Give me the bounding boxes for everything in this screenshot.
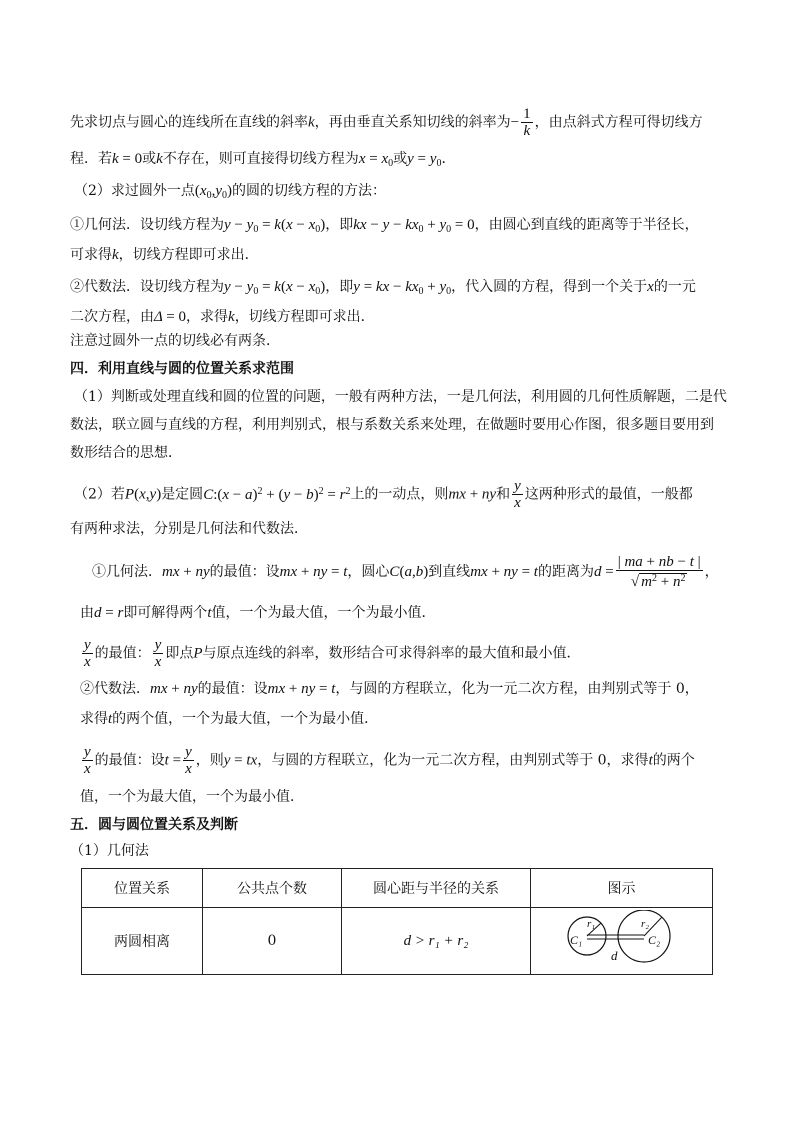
table-header-cell: 圆心距与半径的关系 — [342, 869, 531, 908]
label-d: d — [610, 948, 617, 963]
para-line-8: 注意过圆外一点的切线必有两条． — [70, 333, 280, 349]
para-line-3: （2）求过圆外一点$(x_0,y_0)$的圆的切线方程的方法： — [74, 183, 387, 201]
circle-position-table — [81, 868, 713, 975]
para-line-19: $\frac{y}{x}$ 的最值：设t = $\frac{y}{x}$ ，则y = tx，与圆的方程联立，化为一元二次方程，由判别式等于 0，求得t的两个 — [84, 744, 695, 777]
para-line-15: 由d = r即可解得两个t值，一个为最大值，一个为最小值． — [80, 605, 436, 621]
label-r2: r₂ — [640, 918, 649, 930]
para-line-1: 先求切点与圆心的连线所在直线的斜率k，再由垂直关系知切线的斜率为− $\frac{1}{k}$ ，由点斜式方程可得切线方 — [70, 106, 703, 139]
separate-circles-diagram — [557, 910, 687, 968]
para-line-2: 程．若k = 0或k不存在，则可直接得切线方程为$x = x_0$或$y = y_0$． — [70, 151, 456, 169]
table-cell: 0 — [203, 908, 342, 975]
para-line-9: （1）判断或处理直线和圆的位置的问题，一般有两种方法，一是几何法，利用圆的几何性质解题，二是代 — [74, 389, 727, 405]
para-line-5: 可求得k，切线方程即可求出． — [70, 247, 259, 263]
para-line-7: 二次方程，由Δ = 0，求得k，切线方程即可求出． — [70, 309, 375, 325]
para-line-17: ②代数法．mx + ny的最值：设mx + ny = t，与圆的方程联立，化为一元二次方程，由判别式等于 0， — [80, 681, 699, 697]
label-r1: r₁ — [586, 918, 595, 930]
label-c1: C₁ — [569, 933, 582, 947]
para-line-16: $\frac{y}{x}$ 的最值： $\frac{y}{x}$ 即点P与原点连线的斜率，数形结合可求得斜率的最大值和最小值． — [84, 637, 581, 670]
para-line-10: 数法，联立圆与直线的方程，利用判别式，根与系数关系来处理，在做题时要用心作图，很多题目要用到 — [70, 417, 714, 433]
table-header-cell: 图示 — [531, 869, 713, 908]
para-line-14: ①几何法．mx + ny的最值：设mx + ny = t，圆心C(a,b)到直线mx + ny = t的距离为d = $\frac{| ma + nb - t |}{√ m^2 + n^2}$ ， — [92, 554, 719, 590]
para-line-4: ①几何法．设切线方程为$y - y_0 = k(x - x_0)$，即kx − $y - kx_0 + y_0 = 0$，由圆心到直线的距离等于半径长， — [70, 217, 699, 235]
table-cell-figure — [531, 908, 713, 975]
para-line-18: 求得t的两个值，一个为最大值，一个为最小值． — [80, 711, 379, 727]
table-cell: d > r₁ + r₂ — [342, 908, 531, 975]
label-c2: C₂ — [647, 933, 660, 947]
table-header-cell: 公共点个数 — [203, 869, 342, 908]
para-line-6: ②代数法．设切线方程为$y - y_0 = k(x - x_0)$，即y = kx − $kx_0 + y_0$，代入圆的方程，得到一个关于x的一元 — [70, 279, 696, 297]
para-line-11: 数形结合的思想． — [70, 445, 182, 461]
para-line-20: 值，一个为最大值，一个为最小值． — [80, 789, 304, 805]
section-heading-4: 四．利用直线与圆的位置关系求范围 — [70, 361, 294, 377]
para-line-12: （2）若P(x,y)是定圆C:(x − $a)^2 + (y - b)^2 = r^2$上的一动点，则mx + ny和 $\frac{y}{x}$ 这两种形式的最值，一般都 — [74, 478, 693, 511]
section-heading-5: 五．圆与圆位置关系及判断 — [70, 817, 238, 833]
table-header-cell: 位置关系 — [82, 869, 203, 908]
table-row — [82, 908, 713, 975]
para-line-13: 有两种求法，分别是几何法和代数法． — [70, 521, 308, 537]
table-cell: 两圆相离 — [82, 908, 203, 975]
para-line-21: （1）几何法 — [70, 843, 149, 859]
table-header-row — [82, 869, 713, 908]
